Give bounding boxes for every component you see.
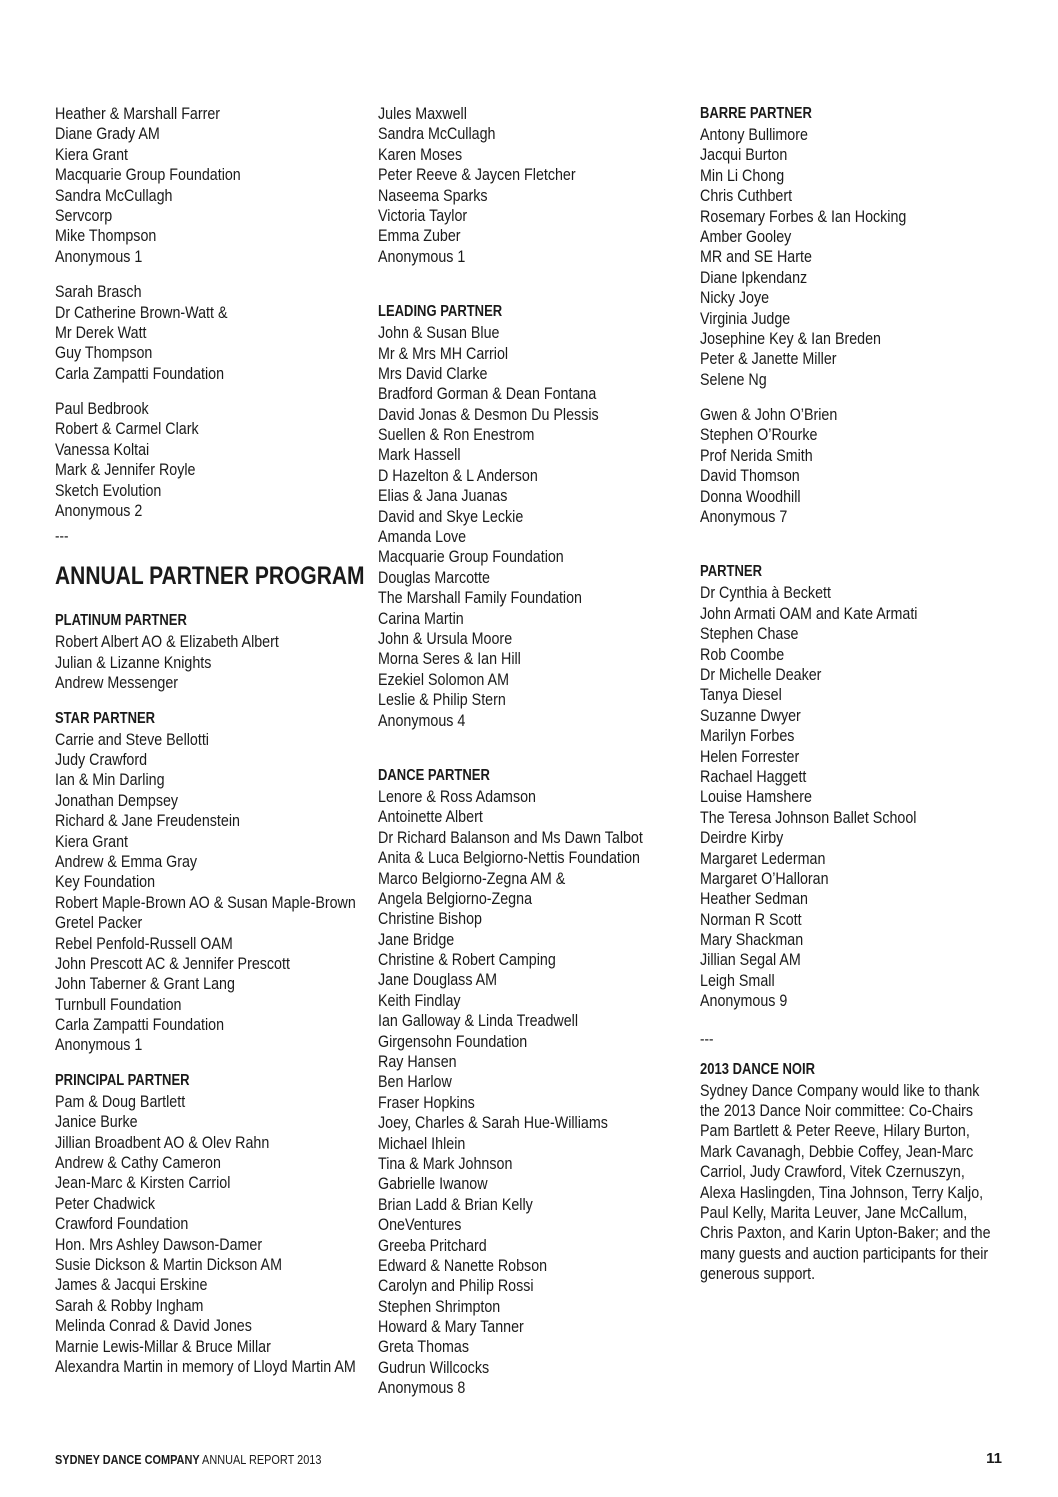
donor-name: Angela Belgiorno-Zegna bbox=[378, 888, 533, 908]
donor-name: Kiera Grant bbox=[55, 831, 129, 851]
donor-name: Norman R Scott bbox=[700, 909, 802, 929]
donor-name: Richard & Jane Freudenstein bbox=[55, 811, 240, 831]
donor-name: Paul Bedbrook bbox=[55, 399, 149, 419]
donor-name: Sketch Evolution bbox=[55, 480, 162, 500]
donor-name: Dr Richard Balanson and Ms Dawn Talbot bbox=[378, 827, 643, 847]
donor-name: Jonathan Dempsey bbox=[55, 790, 179, 810]
donor-name: Judy Crawford bbox=[55, 749, 148, 769]
donor-name: Christine Bishop bbox=[378, 909, 482, 929]
donor-name: Michael Ihlein bbox=[378, 1133, 466, 1153]
donor-name: Christine & Robert Camping bbox=[378, 950, 556, 970]
donor-name: MR and SE Harte bbox=[700, 247, 812, 267]
donor-name: Hon. Mrs Ashley Dawson-Damer bbox=[55, 1234, 263, 1254]
donor-name: Mark Hassell bbox=[378, 445, 461, 465]
donor-name: Anonymous 1 bbox=[55, 246, 143, 266]
donor-name: John & Ursula Moore bbox=[378, 628, 513, 648]
donor-name: Carla Zampatti Foundation bbox=[55, 363, 225, 383]
donor-name: Amanda Love bbox=[378, 527, 467, 547]
donor-name: Andrew & Emma Gray bbox=[55, 851, 198, 871]
donor-name: Dr Cynthia à Beckett bbox=[700, 583, 831, 603]
leading-heading: LEADING PARTNER bbox=[378, 303, 503, 321]
donor-name: Heather & Marshall Farrer bbox=[55, 104, 221, 123]
donor-name: Anita & Luca Belgiorno-Nettis Foundation bbox=[378, 848, 640, 868]
donor-name: John & Susan Blue bbox=[378, 323, 500, 343]
donor-name: Antoinette Albert bbox=[378, 807, 483, 827]
dance-heading: DANCE PARTNER bbox=[378, 766, 490, 784]
donor-name: OneVentures bbox=[378, 1215, 462, 1235]
donor-name: Leigh Small bbox=[700, 970, 775, 990]
donor-name: Mr & Mrs MH Carriol bbox=[378, 343, 509, 363]
donor-name: Alexandra Martin in memory of Lloyd Martin AM bbox=[55, 1356, 356, 1376]
donor-name: Helen Forrester bbox=[700, 746, 800, 766]
donor-name: Douglas Marcotte bbox=[378, 567, 490, 587]
donor-name: Jean-Marc & Kirsten Carriol bbox=[55, 1173, 231, 1193]
donor-name: Vanessa Koltai bbox=[55, 439, 150, 459]
donor-name: Brian Ladd & Brian Kelly bbox=[378, 1194, 533, 1214]
donor-name: Pam & Doug Bartlett bbox=[55, 1091, 186, 1111]
donor-name: Gabrielle Iwanow bbox=[378, 1174, 488, 1194]
page-number: 11 bbox=[986, 1450, 1002, 1467]
donor-name: Gretel Packer bbox=[55, 913, 143, 933]
donor-name: Ian & Min Darling bbox=[55, 770, 165, 790]
donor-name: Elias & Jana Juanas bbox=[378, 486, 508, 506]
donor-name: Anonymous 9 bbox=[700, 991, 788, 1011]
donor-name: Rebel Penfold-Russell OAM bbox=[55, 933, 233, 953]
donor-name: James & Jacqui Erskine bbox=[55, 1275, 208, 1295]
donor-name: Stephen Chase bbox=[700, 624, 799, 644]
leading-list bbox=[378, 323, 683, 731]
donor-name: David Thomson bbox=[700, 466, 800, 486]
donor-name: Dr Catherine Brown-Watt & bbox=[55, 302, 228, 322]
donor-name: Ezekiel Solomon AM bbox=[378, 669, 509, 689]
donor-name: Mike Thompson bbox=[55, 226, 157, 246]
donor-name: Andrew & Cathy Cameron bbox=[55, 1153, 221, 1173]
donor-name: D Hazelton & L Anderson bbox=[378, 465, 538, 485]
donor-name: Morna Seres & Ian Hill bbox=[378, 649, 521, 669]
dance-noir-heading: 2013 DANCE NOIR bbox=[700, 1060, 816, 1078]
donor-name: Marco Belgiorno-Zegna AM & bbox=[378, 868, 566, 888]
donor-name: Tina & Mark Johnson bbox=[378, 1153, 513, 1173]
donor-name: John Armati OAM and Kate Armati bbox=[700, 603, 918, 623]
donor-name: Mrs David Clarke bbox=[378, 363, 488, 383]
donor-name: Howard & Mary Tanner bbox=[378, 1317, 524, 1337]
donor-name: Louise Hamshere bbox=[700, 787, 812, 807]
donor-name: John Prescott AC & Jennifer Prescott bbox=[55, 953, 290, 973]
donor-name: Anonymous 7 bbox=[700, 507, 788, 527]
donor-name: Joey, Charles & Sarah Hue-Williams bbox=[378, 1113, 608, 1133]
donor-name: Guy Thompson bbox=[55, 343, 153, 363]
donor-name: Sandra McCullagh bbox=[378, 124, 496, 144]
donor-name: Virginia Judge bbox=[700, 308, 791, 328]
donor-name: Selene Ng bbox=[700, 369, 767, 389]
donor-name: Greeba Pritchard bbox=[378, 1235, 487, 1255]
donor-name: Mark & Jennifer Royle bbox=[55, 460, 196, 480]
donor-name: Jane Bridge bbox=[378, 929, 455, 949]
separator: --- bbox=[700, 1030, 714, 1048]
donor-name: Emma Zuber bbox=[378, 226, 461, 246]
donor-name: Rob Coombe bbox=[700, 644, 785, 664]
donor-group-a bbox=[55, 104, 360, 267]
donor-name: Robert Maple-Brown AO & Susan Maple-Brown bbox=[55, 892, 356, 912]
donor-name: Susie Dickson & Martin Dickson AM bbox=[55, 1254, 282, 1274]
donor-name: Crawford Foundation bbox=[55, 1214, 189, 1234]
donor-name: Naseema Sparks bbox=[378, 185, 488, 205]
principal-heading: PRINCIPAL PARTNER bbox=[55, 1071, 190, 1089]
donor-name: Tanya Diesel bbox=[700, 685, 782, 705]
column-right bbox=[700, 104, 1020, 1285]
donor-name: Servcorp bbox=[55, 205, 113, 225]
donor-name: David and Skye Leckie bbox=[378, 506, 524, 526]
donor-name: Josephine Key & Ian Breden bbox=[700, 328, 882, 348]
donor-group-c bbox=[55, 399, 360, 521]
donor-name: Marnie Lewis-Millar & Bruce Millar bbox=[55, 1336, 271, 1356]
donor-name: Ian Galloway & Linda Treadwell bbox=[378, 1011, 579, 1031]
donor-name: Carina Martin bbox=[378, 608, 464, 628]
barre-heading: BARRE PARTNER bbox=[700, 105, 812, 122]
column-left bbox=[55, 104, 365, 1377]
donor-name: Margaret Lederman bbox=[700, 848, 826, 868]
donor-name: Stephen O’Rourke bbox=[700, 425, 818, 445]
donor-name: Macquarie Group Foundation bbox=[378, 547, 564, 567]
donor-name: Min Li Chong bbox=[700, 165, 785, 185]
donor-name: Turnbull Foundation bbox=[55, 994, 182, 1014]
donor-name: Stephen Shrimpton bbox=[378, 1296, 501, 1316]
donor-name: Janice Burke bbox=[55, 1112, 138, 1132]
donor-name: Sandra McCullagh bbox=[55, 185, 173, 205]
donor-name: Rosemary Forbes & Ian Hocking bbox=[700, 206, 907, 226]
donor-name: Robert Albert AO & Elizabeth Albert bbox=[55, 632, 279, 652]
donor-name: Sarah & Robby Ingham bbox=[55, 1295, 204, 1315]
principal-list bbox=[55, 1092, 360, 1377]
donor-name: Gwen & John O’Brien bbox=[700, 405, 838, 425]
partner-list bbox=[700, 583, 1020, 1011]
donor-name: Victoria Taylor bbox=[378, 205, 468, 225]
footer-report: ANNUAL REPORT 2013 bbox=[202, 1452, 322, 1467]
donor-name: Anonymous 8 bbox=[378, 1378, 466, 1398]
column-middle bbox=[378, 104, 683, 1399]
donor-name: Jules Maxwell bbox=[378, 104, 467, 123]
donor-name: Donna Woodhill bbox=[700, 486, 801, 506]
donor-name: Fraser Hopkins bbox=[378, 1092, 475, 1112]
donor-name: Anonymous 4 bbox=[378, 710, 466, 730]
donor-name: Antony Bullimore bbox=[700, 125, 808, 144]
separator: --- bbox=[55, 528, 69, 546]
donor-name: Dr Michelle Deaker bbox=[700, 664, 822, 684]
donor-name: Anonymous 2 bbox=[55, 501, 143, 521]
donor-name: Carrie and Steve Bellotti bbox=[55, 729, 209, 749]
donor-name: Ray Hansen bbox=[378, 1052, 457, 1072]
donor-name: Girgensohn Foundation bbox=[378, 1031, 528, 1051]
donor-name: Peter Reeve & Jaycen Fletcher bbox=[378, 165, 576, 185]
donor-name: Diane Ipkendanz bbox=[700, 267, 808, 287]
donor-name: Jane Douglass AM bbox=[378, 970, 498, 990]
donor-name: Jillian Broadbent AO & Olev Rahn bbox=[55, 1132, 270, 1152]
donor-name: Suellen & Ron Enestrom bbox=[378, 425, 535, 445]
donor-name: Margaret O’Halloran bbox=[700, 868, 829, 888]
donor-name: Deirdre Kirby bbox=[700, 828, 784, 848]
donor-name: Jillian Segal AM bbox=[700, 950, 801, 970]
donor-name: Peter Chadwick bbox=[55, 1193, 156, 1213]
donor-name: Prof Nerida Smith bbox=[700, 445, 813, 465]
donor-name: Gudrun Willcocks bbox=[378, 1357, 490, 1377]
donor-name: David Jonas & Desmon Du Plessis bbox=[378, 404, 599, 424]
dance-noir-paragraph: Sydney Dance Company would like to thank the 2013 Dance Noir committee: Co-Chairs Pam Bartlett & Peter Reeve, Hilary Burton, Mark Cavanagh, Debbie Coffey, Jean-Marc Carriol, Judy Crawford, Vitek Czernuszyn, Alexa Haslingden, Tina Johnson, Terry Kaljo, Paul Kelly, Marita Leuver, Jane McCallum, Chris Paxton, and Karin Upton-Baker; and the many guests and auction participants for their generous support. bbox=[700, 1080, 991, 1284]
donor-group-top bbox=[378, 104, 683, 267]
star-heading: STAR PARTNER bbox=[55, 709, 156, 727]
footer bbox=[55, 1452, 372, 1467]
donor-name: Keith Findlay bbox=[378, 990, 461, 1010]
partner-heading: PARTNER bbox=[700, 563, 762, 581]
donor-name: Bradford Gorman & Dean Fontana bbox=[378, 384, 597, 404]
donor-name: The Teresa Johnson Ballet School bbox=[700, 807, 917, 827]
donor-name: Marilyn Forbes bbox=[700, 726, 795, 746]
donor-name: Suzanne Dwyer bbox=[700, 705, 801, 725]
donor-name: Mary Shackman bbox=[700, 930, 804, 950]
donor-name: Julian & Lizanne Knights bbox=[55, 652, 212, 672]
donor-name: Chris Cuthbert bbox=[700, 186, 793, 206]
donor-name: Leslie & Philip Stern bbox=[378, 690, 506, 710]
dance-list bbox=[378, 787, 683, 1399]
donor-name: Rachael Haggett bbox=[700, 766, 807, 786]
donor-name: Macquarie Group Foundation bbox=[55, 165, 241, 185]
donor-name: Carla Zampatti Foundation bbox=[55, 1015, 225, 1035]
star-list bbox=[55, 730, 360, 1056]
donor-name: Melinda Conrad & David Jones bbox=[55, 1316, 252, 1336]
donor-name: Andrew Messenger bbox=[55, 673, 179, 693]
footer-brand: SYDNEY DANCE COMPANY bbox=[55, 1452, 200, 1467]
donor-name: Anonymous 1 bbox=[55, 1035, 143, 1055]
barre-list-continued bbox=[700, 405, 1020, 527]
donor-name: Kiera Grant bbox=[55, 144, 129, 164]
donor-name: Jacqui Burton bbox=[700, 145, 788, 165]
donor-name: Diane Grady AM bbox=[55, 124, 160, 144]
barre-list bbox=[700, 125, 1020, 390]
donor-name: Heather Sedman bbox=[700, 889, 808, 909]
donor-name: Lenore & Ross Adamson bbox=[378, 786, 536, 806]
donor-name: Sarah Brasch bbox=[55, 282, 142, 302]
donor-name: Amber Gooley bbox=[700, 226, 792, 246]
platinum-heading: PLATINUM PARTNER bbox=[55, 612, 187, 630]
donor-name: Robert & Carmel Clark bbox=[55, 419, 199, 439]
donor-name: Edward & Nanette Robson bbox=[378, 1255, 548, 1275]
donor-name: Karen Moses bbox=[378, 144, 463, 164]
donor-name: Greta Thomas bbox=[378, 1337, 470, 1357]
platinum-list bbox=[55, 632, 360, 693]
donor-group-b bbox=[55, 282, 360, 384]
donor-name: Carolyn and Philip Rossi bbox=[378, 1276, 534, 1296]
donor-name: Anonymous 1 bbox=[378, 246, 466, 266]
donor-name: Key Foundation bbox=[55, 872, 156, 892]
program-title: ANNUAL PARTNER PROGRAM bbox=[55, 562, 365, 591]
donor-name: John Taberner & Grant Lang bbox=[55, 974, 235, 994]
donor-name: Ben Harlow bbox=[378, 1072, 452, 1092]
donor-name: Mr Derek Watt bbox=[55, 322, 147, 342]
donor-name: Nicky Joye bbox=[700, 288, 770, 308]
donor-name: The Marshall Family Foundation bbox=[378, 588, 582, 608]
donor-name: Peter & Janette Miller bbox=[700, 349, 837, 369]
